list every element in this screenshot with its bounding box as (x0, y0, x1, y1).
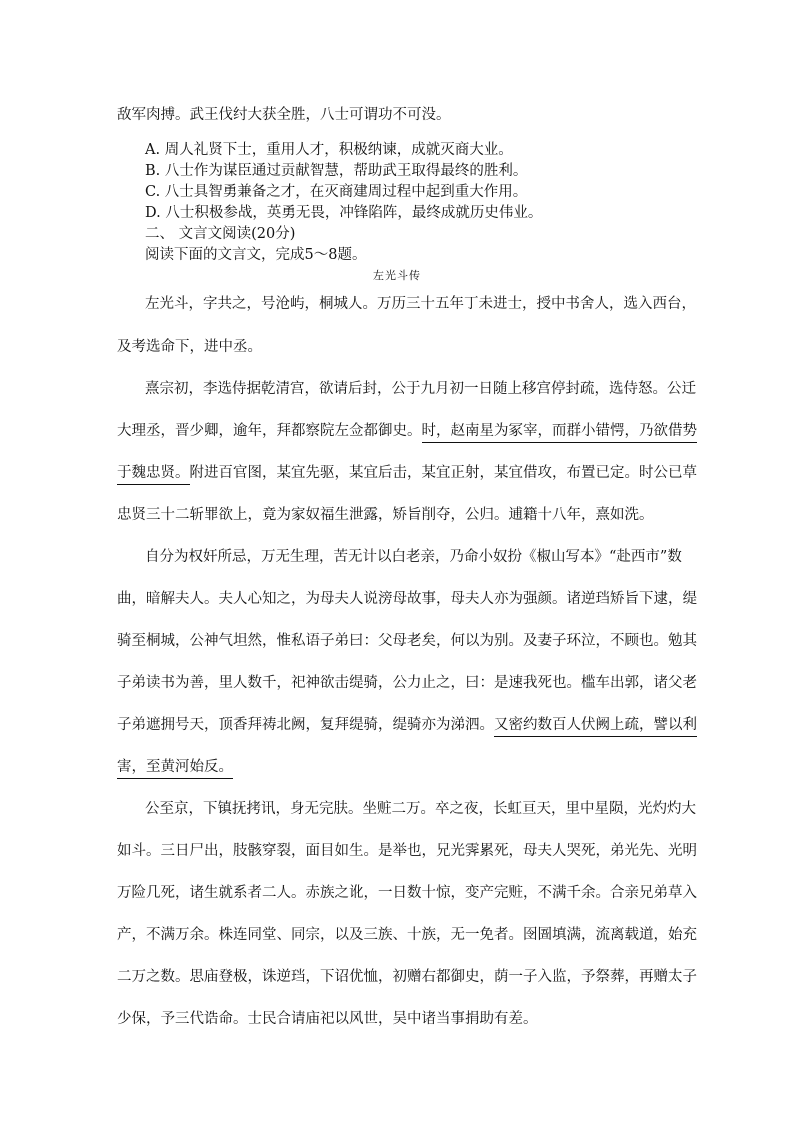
p4-line-1: 公至京，下镇抚拷讯，身无完肤。坐赃二万。卒之夜，长虹亘天，里中星陨，光灼灼大 (145, 801, 696, 817)
p3-line-5 (117, 715, 697, 735)
p3-line-1: 自分为权奸所忌，万无生理，苦无计以白老亲，乃命小奴扮《椒山写本》“赴西市”数 (145, 549, 682, 565)
underlined-sentence-2a: 又密约数百人伏阙上疏，譬以利 (494, 717, 697, 737)
p4-line-2: 如斗。三日尸出，肢骸穿裂，面目如生。是举也，兄光霁累死，母夫人哭死，弟光先、光明 (117, 843, 697, 859)
p3-line-4: 子弟读书为善，里人数千，祀神欲击缇骑，公力止之，曰：是速我死也。槛车出郭，诸父老 (117, 675, 697, 691)
p2-line-2-text: 大理丞，晋少卿，逾年，拜都察院左佥都御史。 (117, 423, 422, 439)
underlined-sentence-1b: 于魏忠贤。 (117, 465, 190, 485)
carry-over-line: 敌军肉搏。武王伐纣大获全胜，八士可谓功不可没。 (117, 107, 451, 123)
p2-line-1: 熹宗初，李选侍据乾清宫，欲请后封，公于九月初一日随上移宫停封疏，选侍怒。公迁 (145, 381, 696, 397)
instruction-text: 阅读下面的文言文，完成5～8题。 (145, 247, 367, 263)
p2-line-3 (117, 463, 697, 483)
p1-line-1: 左光斗，字共之，号沧屿，桐城人。万历三十五年丁未进士，授中书舍人，选入西台， (145, 296, 696, 312)
p3-line-5-text: 子弟遮拥号天，顶香拜祷北阙，复拜缇骑，缇骑亦为涕泗。 (117, 717, 494, 733)
passage-title: 左光斗传 (373, 269, 421, 282)
p4-line-3: 万险几死，诸生就系者二人。赤族之讹，一日数十惊，变产完赃，不满千余。合亲兄弟草入 (117, 885, 697, 901)
section-heading: 二、 文言文阅读(20分) (145, 226, 296, 242)
p2-line-2 (117, 421, 697, 441)
underlined-sentence-1a: 时，赵南星为冢宰，而群小错愕，乃欲借势 (422, 423, 698, 443)
p3-line-3: 骑至桐城，公神气坦然，惟私语子弟曰：父母老矣，何以为别。及妻子环泣，不顾也。勉其 (117, 633, 697, 649)
option-c: C. 八士具智勇兼备之才，在灭商建周过程中起到重大作用。 (145, 184, 528, 200)
p1-line-2: 及考选命下，进中丞。 (117, 339, 262, 355)
option-d: D. 八士积极参战，英勇无畏，冲锋陷阵，最终成就历史伟业。 (145, 205, 543, 221)
option-b: B. 八士作为谋臣通过贡献智慧，帮助武王取得最终的胜利。 (145, 163, 528, 179)
p4-line-6: 少保，予三代诰命。士民合请庙祀以风世，吴中诸当事捐助有差。 (117, 1011, 538, 1027)
p2-line-3-text: 附进百官图，某宜先驱，某宜后击，某宜正射，某宜借攻，布置已定。时公已草 (189, 465, 697, 481)
p3-line-6 (117, 757, 233, 777)
underlined-sentence-2b: 害，至黄河始反。 (117, 759, 233, 779)
p3-line-2: 曲，暗解夫人。夫人心知之，为母夫人说滂母故事，母夫人亦为强颜。诸逆珰矫旨下逮，缇 (117, 591, 697, 607)
option-a: A. 周人礼贤下士，重用人才，积极纳谏，成就灭商大业。 (145, 142, 513, 158)
p4-line-4: 产，不满万余。株连同堂、同宗，以及三族、十族，无一免者。囹圄填满，流离载道，始充 (117, 927, 697, 943)
p2-line-4: 忠贤三十二斩罪欲上，竟为家奴福生泄露，矫旨削夺，公归。逋籍十八年，熹如洗。 (117, 507, 654, 523)
p4-line-5: 二万之数。思庙登极，诛逆珰，下诏优恤，初赠右都御史，荫一子入监，予祭葬，再赠太子 (117, 969, 697, 985)
